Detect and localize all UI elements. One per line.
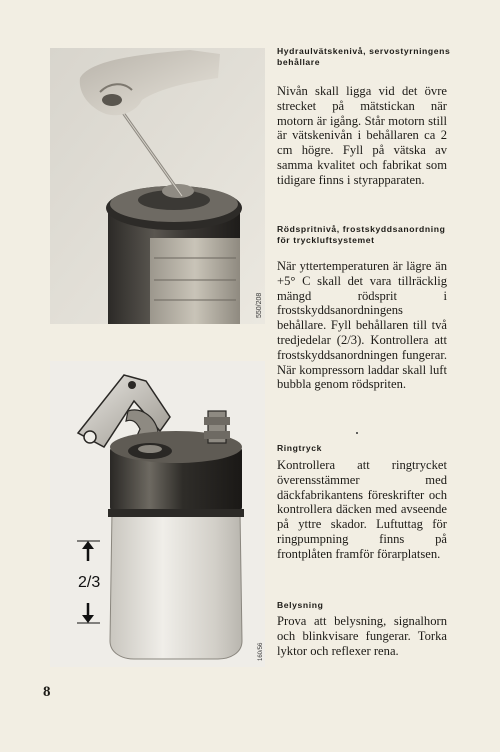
antifreeze-jar-illustration xyxy=(50,361,265,667)
page-number: 8 xyxy=(43,684,51,700)
section-heading-lighting: Belysning xyxy=(277,600,324,610)
section-body-lighting: Prova att belysning, signalhorn och blinkvisare fungerar. Torka lyktor och reflexer rena. xyxy=(277,614,447,658)
section-heading-hydraulic: Hydraulvätskenivå, servostyrningens behållare xyxy=(277,46,451,67)
stray-mark xyxy=(356,432,358,434)
dipstick-illustration xyxy=(50,48,265,324)
antifreeze-jar-photo xyxy=(50,361,265,667)
photo2-code: 160/56 xyxy=(258,642,264,661)
dipstick-photo xyxy=(50,48,265,324)
section-body-antifreeze: När yttertemperaturen är lägre än +5° C skall det vara tillräcklig mängd rödsprit i frostskyddsanordningens behållare. Fyll behållaren till två tredjedelar (2/3). Kontrollera att frostskyddsanordningen fungerar. När kompressorn laddar skall luft bubbla genom rödspriten. xyxy=(277,259,447,392)
photo1-code: 550/208 xyxy=(256,292,263,318)
section-body-hydraulic: Nivån skall ligga vid det övre strecket på mätstickan när motorn är igång. Står motorn still är vätskenivån i behållaren ca 2 cm högre. Fyll på vätska av samma kvalitet och fabrikat som tidigare finns i styrapparaten. xyxy=(277,84,447,187)
level-fraction: 2/3 xyxy=(78,574,101,591)
section-heading-antifreeze: Rödspritnivå, frostskyddsanordning för tryckluftsystemet xyxy=(277,224,446,245)
section-heading-tire-pressure: Ringtryck xyxy=(277,443,323,453)
section-body-tire-pressure: Kontrollera att ringtrycket överensstämmer med däckfabrikantens föreskrifter och kontrollera däcken med avseende på yttre skador. Luftuttag för ringpumpning finns på frontplåten framför förarplatsen. xyxy=(277,458,447,561)
